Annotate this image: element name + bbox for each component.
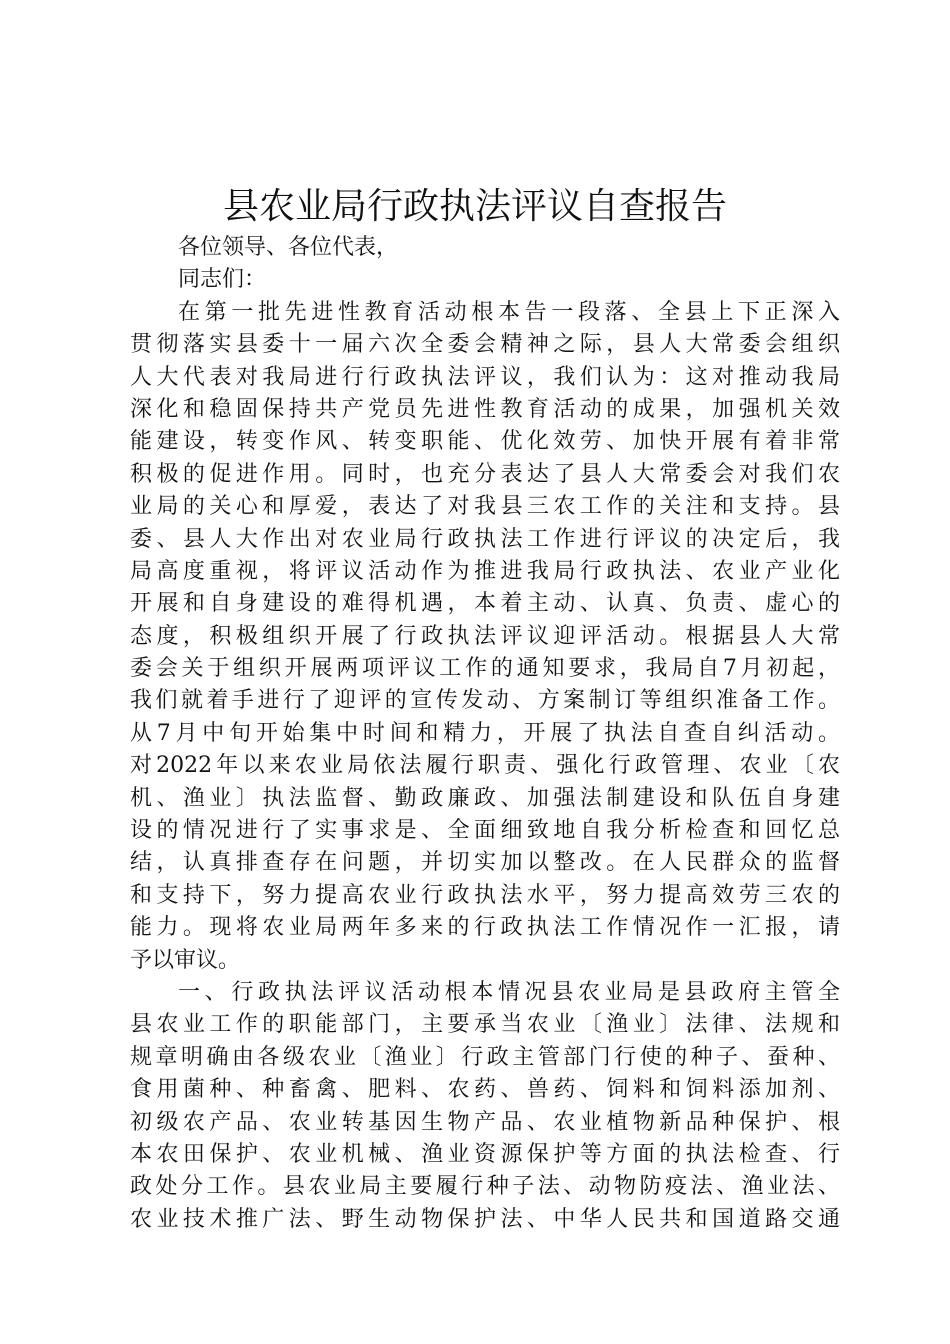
- body-line: 委、县人大作出对农业局行政执法工作进行评议的决定后，我: [130, 526, 840, 552]
- body-line: 人大代表对我局进行行政执法评议，我们认为：这对推动我局: [130, 364, 840, 390]
- body-line: 态度，积极组织开展了行政执法评议迎评活动。根据县人大常: [130, 623, 840, 649]
- body-line: 初级农产品、农业转基因生物产品、农业植物新品种保护、根: [130, 1109, 840, 1135]
- body-line: 和支持下，努力提高农业行政执法水平，努力提高效劳三农的: [130, 882, 840, 908]
- body-line: 县农业工作的职能部门，主要承当农业〔渔业〕法律、法规和: [130, 1012, 840, 1038]
- body-line: 予以审议。: [130, 947, 241, 973]
- body-line: 一、行政执法评议活动根本情况县农业局是县政府主管全: [178, 979, 840, 1005]
- body-line: 贯彻落实县委十一届六次全委会精神之际，县人大常委会组织: [130, 332, 840, 358]
- body-line: 积极的促进作用。同时，也充分表达了县人大常委会对我们农: [130, 461, 840, 487]
- body-line: 委会关于组织开展两项评议工作的通知要求，我局自7月初起，: [130, 656, 840, 682]
- body-line: 结，认真排查存在问题，并切实加以整改。在人民群众的监督: [130, 850, 840, 876]
- document-title: 县农业局行政执法评议自查报告: [222, 186, 727, 227]
- body-line: 从7月中旬开始集中时间和精力，开展了执法自查自纠活动。: [130, 720, 840, 746]
- body-line: 本农田保护、农业机械、渔业资源保护等方面的执法检查、行: [130, 1141, 840, 1167]
- body-line: 食用菌种、种畜禽、肥料、农药、兽药、饲料和饲料添加剂、: [130, 1077, 840, 1103]
- body-line: 深化和稳固保持共产党员先进性教育活动的成果，加强机关效: [130, 396, 840, 422]
- body-line: 开展和自身建设的难得机遇，本着主动、认真、负责、虚心的: [130, 591, 840, 617]
- body-line: 同志们：: [178, 267, 267, 293]
- body-line: 农业技术推广法、野生动物保护法、中华人民共和国道路交通: [130, 1206, 840, 1232]
- body-line: 在第一批先进性教育活动根本告一段落、全县上下正深入: [178, 299, 840, 325]
- body-line: 各位领导、各位代表，: [178, 235, 399, 260]
- body-line: 对2022年以来农业局依法履行职责、强化行政管理、农业〔农: [130, 753, 840, 779]
- body-line: 能力。现将农业局两年多来的行政执法工作情况作一汇报，请: [130, 915, 840, 941]
- body-line: 我们就着手进行了迎评的宣传发动、方案制订等组织准备工作。: [130, 688, 840, 714]
- body-line: 业局的关心和厚爱，表达了对我县三农工作的关注和支持。县: [130, 494, 840, 520]
- body-line: 规章明确由各级农业〔渔业〕行政主管部门行使的种子、蚕种、: [130, 1044, 840, 1070]
- body-line: 局高度重视，将评议活动作为推进我局行政执法、农业产业化: [130, 558, 840, 584]
- body-line: 政处分工作。县农业局主要履行种子法、动物防疫法、渔业法、: [130, 1174, 840, 1200]
- body-line: 机、渔业〕执法监督、勤政廉政、加强法制建设和队伍自身建: [130, 785, 840, 811]
- body-line: 能建设，转变作风、转变职能、优化效劳、加快开展有着非常: [130, 429, 840, 455]
- body-line: 设的情况进行了实事求是、全面细致地自我分析检查和回忆总: [130, 818, 840, 844]
- document-body: [130, 232, 840, 1236]
